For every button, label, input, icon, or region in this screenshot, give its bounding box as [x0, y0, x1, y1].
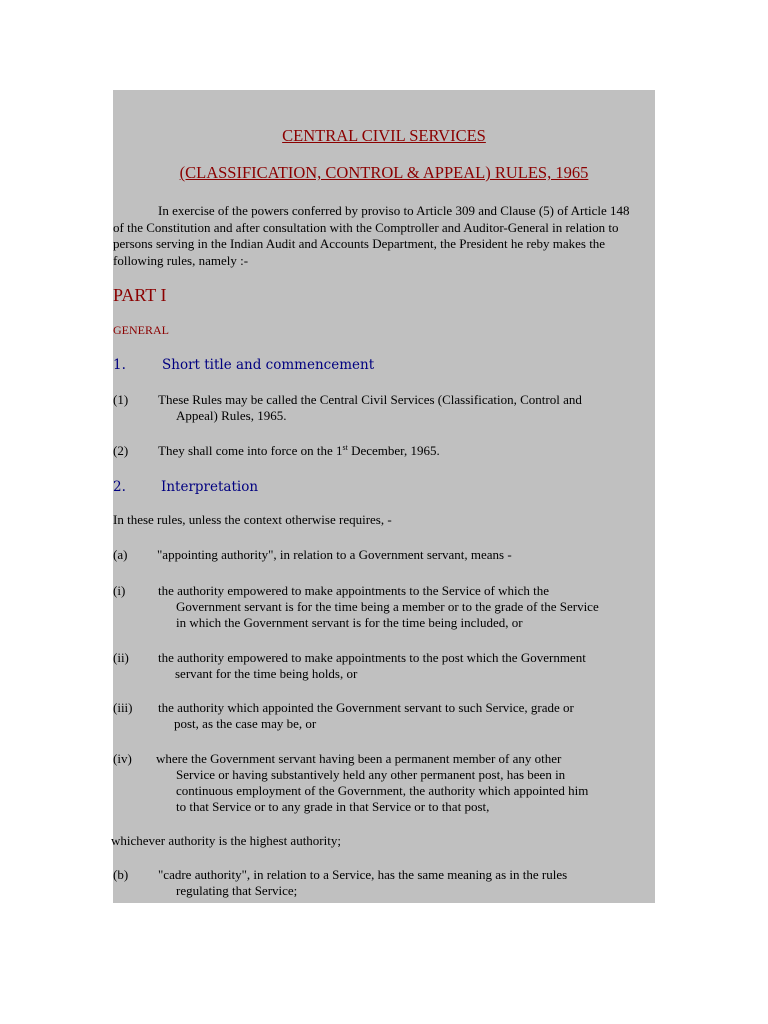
part-heading: PART I [113, 285, 167, 305]
item-iv-line3: continuous employment of the Government, the authority which appointed him [176, 783, 589, 798]
item-iii-line2: post, as the case may be, or [174, 716, 317, 731]
clause2-text [158, 443, 440, 459]
preamble-paragraph: In exercise of the powers conferred by proviso to Article 309 and Clause (5) of Article 148 of the Constitution and after consultation with the Comptroller and Auditor-General in relation to persons serving in the Indian Audit and Accounts Department, the President he reby makes the following rules, namely :- [113, 203, 630, 268]
section2-intro: In these rules, unless the context otherwise requires, - [113, 512, 392, 527]
section2-heading: Interpretation [161, 479, 259, 495]
item-ii-label: (ii) [113, 650, 129, 665]
clause1-line1: These Rules may be called the Central Civil Services (Classification, Control and [158, 392, 582, 407]
item-i-line2: Government servant is for the time being a member or to the grade of the Service [176, 599, 599, 614]
clause2-label: (2) [113, 443, 129, 458]
document-title-line2: (CLASSIFICATION, CONTROL & APPEAL) RULES, 1965 [179, 163, 589, 182]
item-iv-line4: to that Service or to any grade in that Service or to that post, [176, 799, 490, 814]
document-title-line1: CENTRAL CIVIL SERVICES [282, 126, 486, 145]
item-iv-label: (iv) [113, 751, 132, 766]
item-b-label: (b) [113, 867, 129, 882]
clause1-line2: Appeal) Rules, 1965. [176, 408, 287, 423]
clause1-label: (1) [113, 392, 129, 407]
item-i-line3: in which the Government servant is for the time being included, or [176, 615, 523, 630]
item-a-label: (a) [113, 547, 128, 562]
item-b-line2: regulating that Service; [176, 883, 298, 898]
section1-number: 1. [113, 357, 126, 373]
item-iii-line1: the authority which appointed the Government servant to such Service, grade or [158, 700, 574, 715]
item-ii-line1: the authority empowered to make appointments to the post which the Government [158, 650, 586, 665]
item-a-text: "appointing authority", in relation to a Government servant, means - [157, 547, 512, 562]
document-page [113, 90, 655, 903]
section1-heading: Short title and commencement [162, 357, 375, 373]
item-iii-label: (iii) [113, 700, 133, 715]
item-i-line1: the authority empowered to make appointments to the Service of which the [158, 583, 549, 598]
part-subheading: GENERAL [113, 323, 169, 337]
whichever-clause: whichever authority is the highest authority; [111, 833, 341, 848]
clause2-before: They shall come into force on the 1 [158, 443, 343, 458]
item-b-line1: "cadre authority", in relation to a Service, has the same meaning as in the rules [158, 867, 568, 882]
section2-number: 2. [113, 479, 126, 495]
item-iv-line1: where the Government servant having been a permanent member of any other [156, 751, 562, 766]
item-i-label: (i) [113, 583, 126, 598]
clause2-after: December, 1965. [347, 443, 440, 458]
item-ii-line2: servant for the time being holds, or [175, 666, 358, 681]
clause2-sup: st [342, 443, 348, 452]
item-iv-line2: Service or having substantively held any other permanent post, has been in [176, 767, 566, 782]
